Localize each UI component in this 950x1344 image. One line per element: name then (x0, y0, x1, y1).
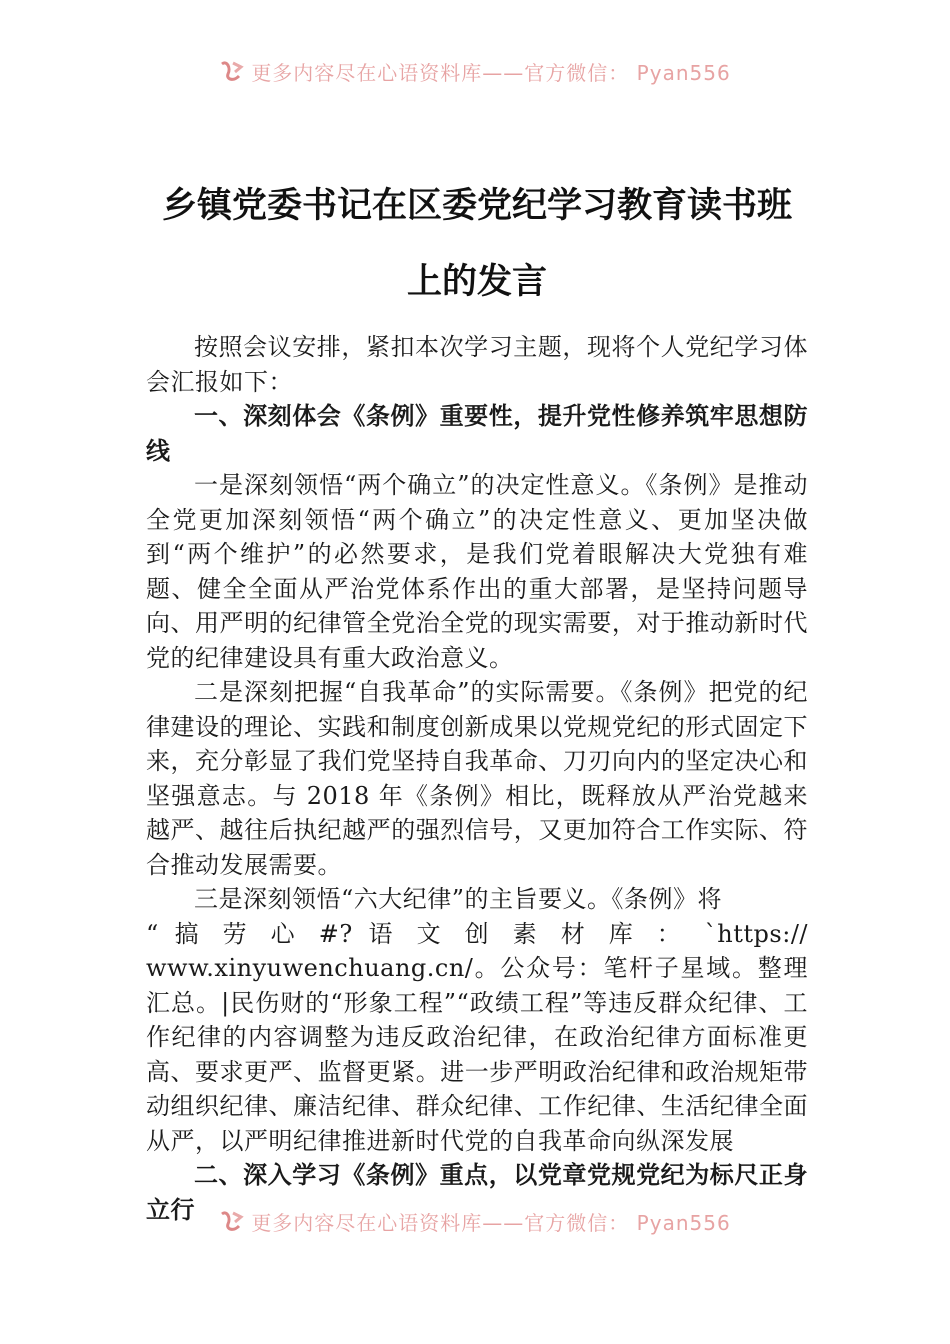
paragraph-watermark-line: “ 搞 劳 心 #? 语 文 创 素 材 库 ： `https:// (146, 919, 808, 948)
watermark-text: 更多内容尽在心语资料库——官方微信： Pyan556 (251, 60, 731, 85)
title-line-1: 乡镇党委书记在区委党纪学习教育读书班 (161, 185, 792, 226)
watermark-footer (0, 1206, 950, 1236)
watermark-text: 更多内容尽在心语资料库——官方微信： Pyan556 (251, 1210, 731, 1235)
paragraph-six-disciplines: 三是深刻领悟“六大纪律”的主旨要义。《条例》将 (194, 885, 723, 913)
section-heading-1: 一、深刻体会《条例》重要性，提升党性修养筑牢思想防线 (146, 402, 808, 465)
watermark-logo-icon (219, 1208, 245, 1234)
paragraph-self-revolution: 二是深刻把握“自我革命”的实际需要。《条例》把党的纪律建设的理论、实践和制度创新成果以党规党纪的形式固定下来，充分彰显了我们党坚持自我革命、刀刃向内的坚定决心和坚强意志。与 2018 年《条例》相比，既释放从严治党越来越严、越往后执纪越严的强烈信号，又更加符合工作实际、符合推动发展需要。 (146, 678, 808, 879)
paragraph-two-establishments: 一是深刻领悟“两个确立”的决定性意义。《条例》是推动全党更加深刻领悟“两个确立”的决定性意义、更加坚决做到“两个维护”的必然要求，是我们党着眼解决大党独有难题、健全全面从严治党体系作出的重大部署，是坚持问题导向、用严明的纪律管全党治全党的现实需要，对于推动新时代党的纪律建设具有重大政治意义。 (146, 471, 808, 672)
document-title (146, 168, 808, 320)
section-heading-2: 二、深入学习《条例》重点，以党章党规党纪为标尺正身立行 (146, 1161, 808, 1224)
paragraph-discipline-detail: www.xinyuwenchuang.cn/。公众号：笔杆子星域。整理汇总。|民伤财的“形象工程”“政绩工程”等违反群众纪律、工作纪律的内容调整为违反政治纪律，在政治纪律方面标准更高、要求更严、监督更紧。进一步严明政治纪律和政治规矩带动组织纪律、廉洁纪律、群众纪律、工作纪律、生活纪律全面从严，以严明纪律推进新时代党的自我革命向纵深发展 (146, 954, 808, 1155)
watermark-header (0, 56, 950, 86)
document-page (146, 168, 808, 1227)
title-line-2: 上的发言 (406, 261, 547, 302)
watermark-logo-icon (219, 58, 245, 84)
intro-paragraph: 按照会议安排，紧扣本次学习主题，现将个人党纪学习体会汇报如下： (146, 333, 808, 396)
